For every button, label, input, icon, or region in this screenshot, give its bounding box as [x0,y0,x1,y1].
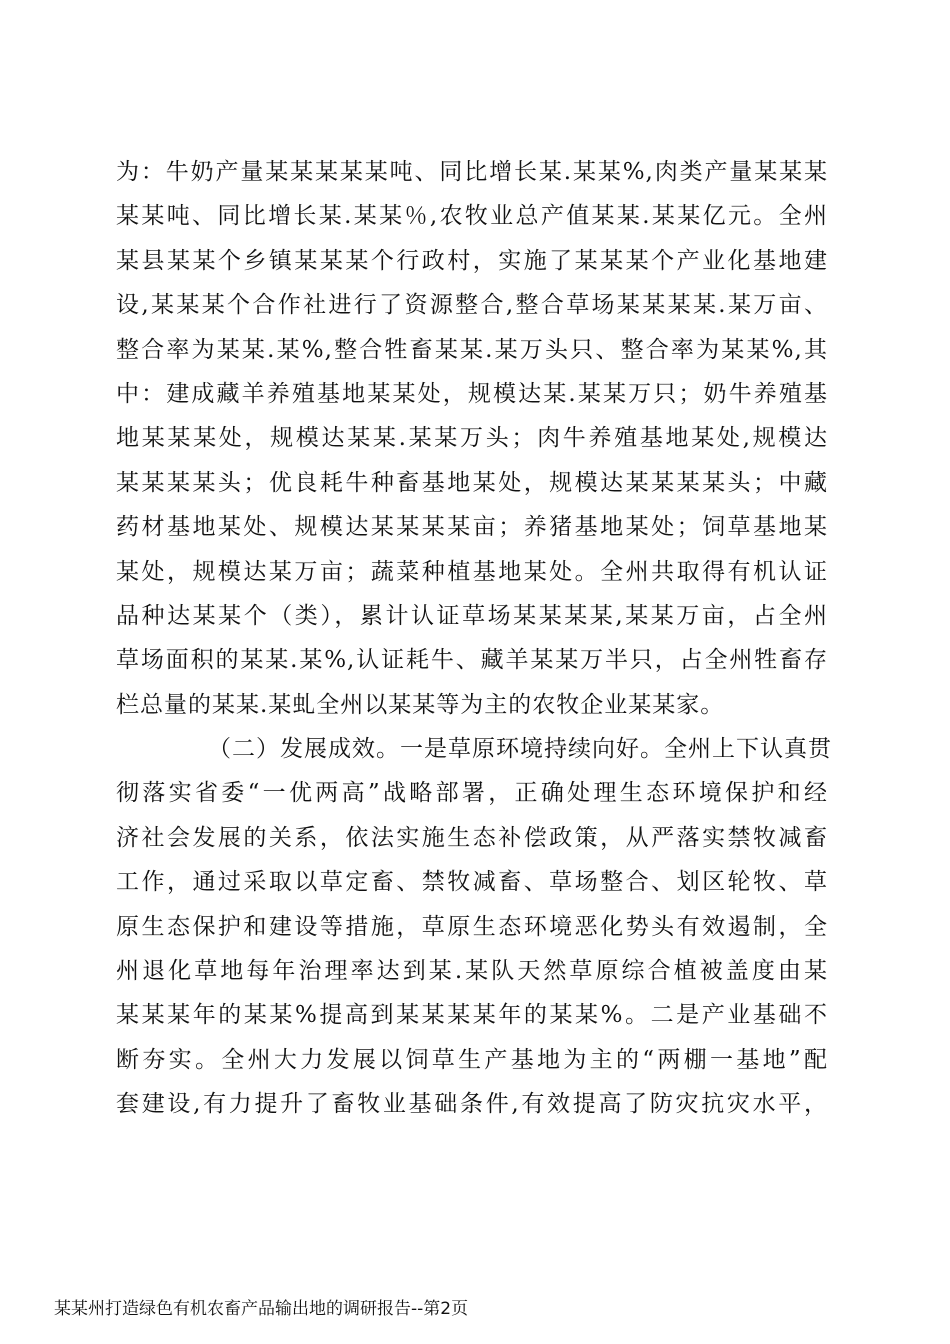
paragraph-1 [116,150,828,727]
text-line: 州退化草地每年治理率达到某.某队天然草原综合植被盖度由某 [116,958,828,985]
text-line: 某某吨、同比增长某.某某％,农牧业总产值某某.某某亿元。全州 [116,203,828,230]
text-line: 地某某某处，规模达某某.某某万头；肉牛养殖基地某处,规模达 [116,425,828,452]
text-line: 栏总量的某某.某虬全州以某某等为主的农牧企业某某家。 [116,691,725,718]
paragraph-2 [116,727,832,1127]
text-line: 中：建成藏羊养殖基地某某处，规模达某.某某万只；奶牛养殖基 [116,380,828,407]
text-line: 为：牛奶产量某某某某某吨、同比增长某.某某%,肉类产量某某某 [116,159,828,185]
text-line: 某某某某头；优良耗牛种畜基地某处，规模达某某某某头；中藏 [116,469,828,496]
page-footer: 某某州打造绿色有机农畜产品输出地的调研报告--第2页 [54,1299,469,1319]
text-line: 原生态保护和建设等措施，草原生态环境恶化势头有效遏制，全 [116,913,828,940]
text-line: 工作，通过采取以草定畜、禁牧减畜、草场整合、划区轮牧、草 [116,869,828,896]
text-line: 断夯实。全州大力发展以饲草生产基地为主的“两棚一基地”配 [116,1046,828,1073]
text-line: 药材基地某处、规模达某某某某亩；养猪基地某处；饲草基地某 [116,514,828,541]
text-line: 某处，规模达某万亩；蔬菜种植基地某处。全州共取得有机认证 [116,558,828,585]
text-line: 某县某某个乡镇某某某个行政村，实施了某某某个产业化基地建 [116,247,828,274]
text-line: 彻落实省委“一优两高”战略部署，正确处理生态环境保护和经 [116,780,828,807]
text-line: 设,某某某个合作社进行了资源整合,整合草场某某某某.某万亩、 [116,292,828,319]
text-line: 品种达某某个（类），累计认证草场某某某某,某某万亩，占全州 [116,602,828,629]
text-line: 套建设,有力提升了畜牧业基础条件,有效提高了防灾抗灾水平， [116,1091,828,1118]
text-line: （二）发展成效。一是草原环境持续向好。全州上下认真贯 [208,736,832,763]
text-line: 某某某年的某某%提高到某某某某年的某某%。二是产业基础不 [116,1002,828,1029]
text-line: 整合率为某某.某%,整合牲畜某某.某万头只、整合率为某某%,其 [116,336,828,363]
document-body [116,150,832,1127]
text-line: 济社会发展的关系，依法实施生态补偿政策，从严落实禁牧减畜 [116,824,828,851]
text-line: 草场面积的某某.某%,认证耗牛、藏羊某某万半只，占全州牲畜存 [116,647,828,674]
